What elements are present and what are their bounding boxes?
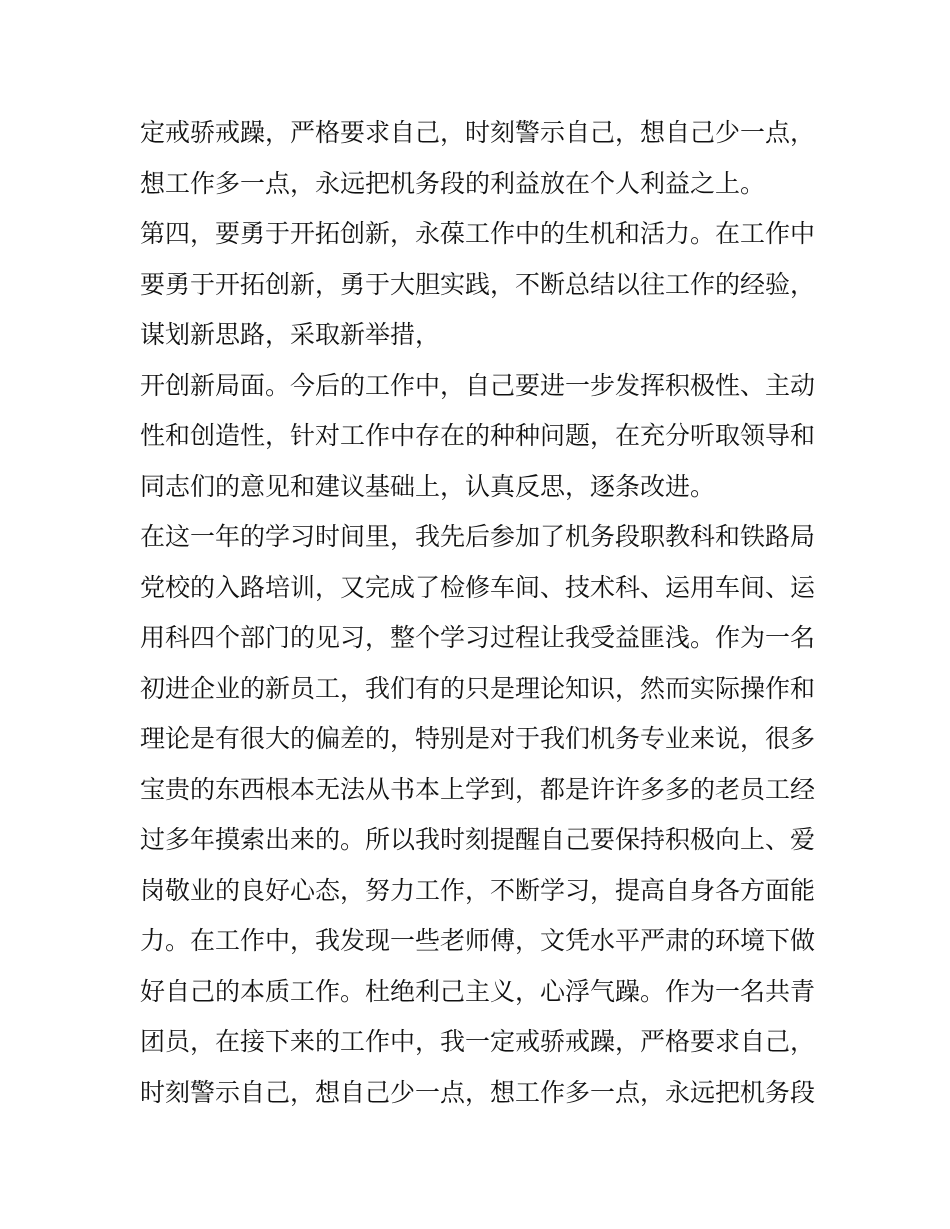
text-line: 同志们的意见和建议基础上，认真反思，逐条改进。 xyxy=(140,471,716,501)
text-line: 力。在工作中，我发现一些老师傅，文凭水平严肃的环境下做 xyxy=(140,926,816,955)
text-line: 党校的入路培训，又完成了检修车间、技术科、运用车间、运 xyxy=(140,572,816,602)
text-line: 开创新局面。今后的工作中，自己要进一步发挥积极性、主动 xyxy=(140,370,816,400)
document-body xyxy=(140,108,820,1118)
text-line: 第四，要勇于开拓创新，永葆工作中的生机和活力。在工作中 xyxy=(140,219,816,248)
text-line: 团员，在接下来的工作中，我一定戒骄戒躁，严格要求自己， xyxy=(140,1027,816,1056)
text-line: 时刻警示自己，想自己少一点，想工作多一点，永远把机务段 xyxy=(140,1077,816,1107)
text-line: 想工作多一点，永远把机务段的利益放在个人利益之上。 xyxy=(140,168,766,198)
text-line: 定戒骄戒躁，严格要求自己，时刻警示自己，想自己少一点， xyxy=(140,118,816,147)
text-line: 初进企业的新员工，我们有的只是理论知识，然而实际操作和 xyxy=(140,673,816,703)
text-line: 要勇于开拓创新，勇于大胆实践，不断总结以往工作的经验， xyxy=(140,269,816,299)
text-line: 用科四个部门的见习，整个学习过程让我受益匪浅。作为一名 xyxy=(140,623,816,652)
text-line: 谋划新思路，采取新举措， xyxy=(140,320,441,349)
text-line: 性和创造性，针对工作中存在的种种问题，在充分听取领导和 xyxy=(140,421,816,450)
text-line: 岗敬业的良好心态，努力工作，不断学习，提高自身各方面能 xyxy=(140,875,816,905)
text-line: 宝贵的东西根本无法从书本上学到，都是许许多多的老员工经 xyxy=(140,774,816,804)
text-line: 理论是有很大的偏差的，特别是对于我们机务专业来说，很多 xyxy=(140,724,816,753)
text-line: 过多年摸索出来的。所以我时刻提醒自己要保持积极向上、爱 xyxy=(140,825,816,854)
text-line: 好自己的本质工作。杜绝利己主义，心浮气躁。作为一名共青 xyxy=(140,976,816,1006)
text-line: 在这一年的学习时间里，我先后参加了机务段职教科和铁路局 xyxy=(140,522,816,551)
